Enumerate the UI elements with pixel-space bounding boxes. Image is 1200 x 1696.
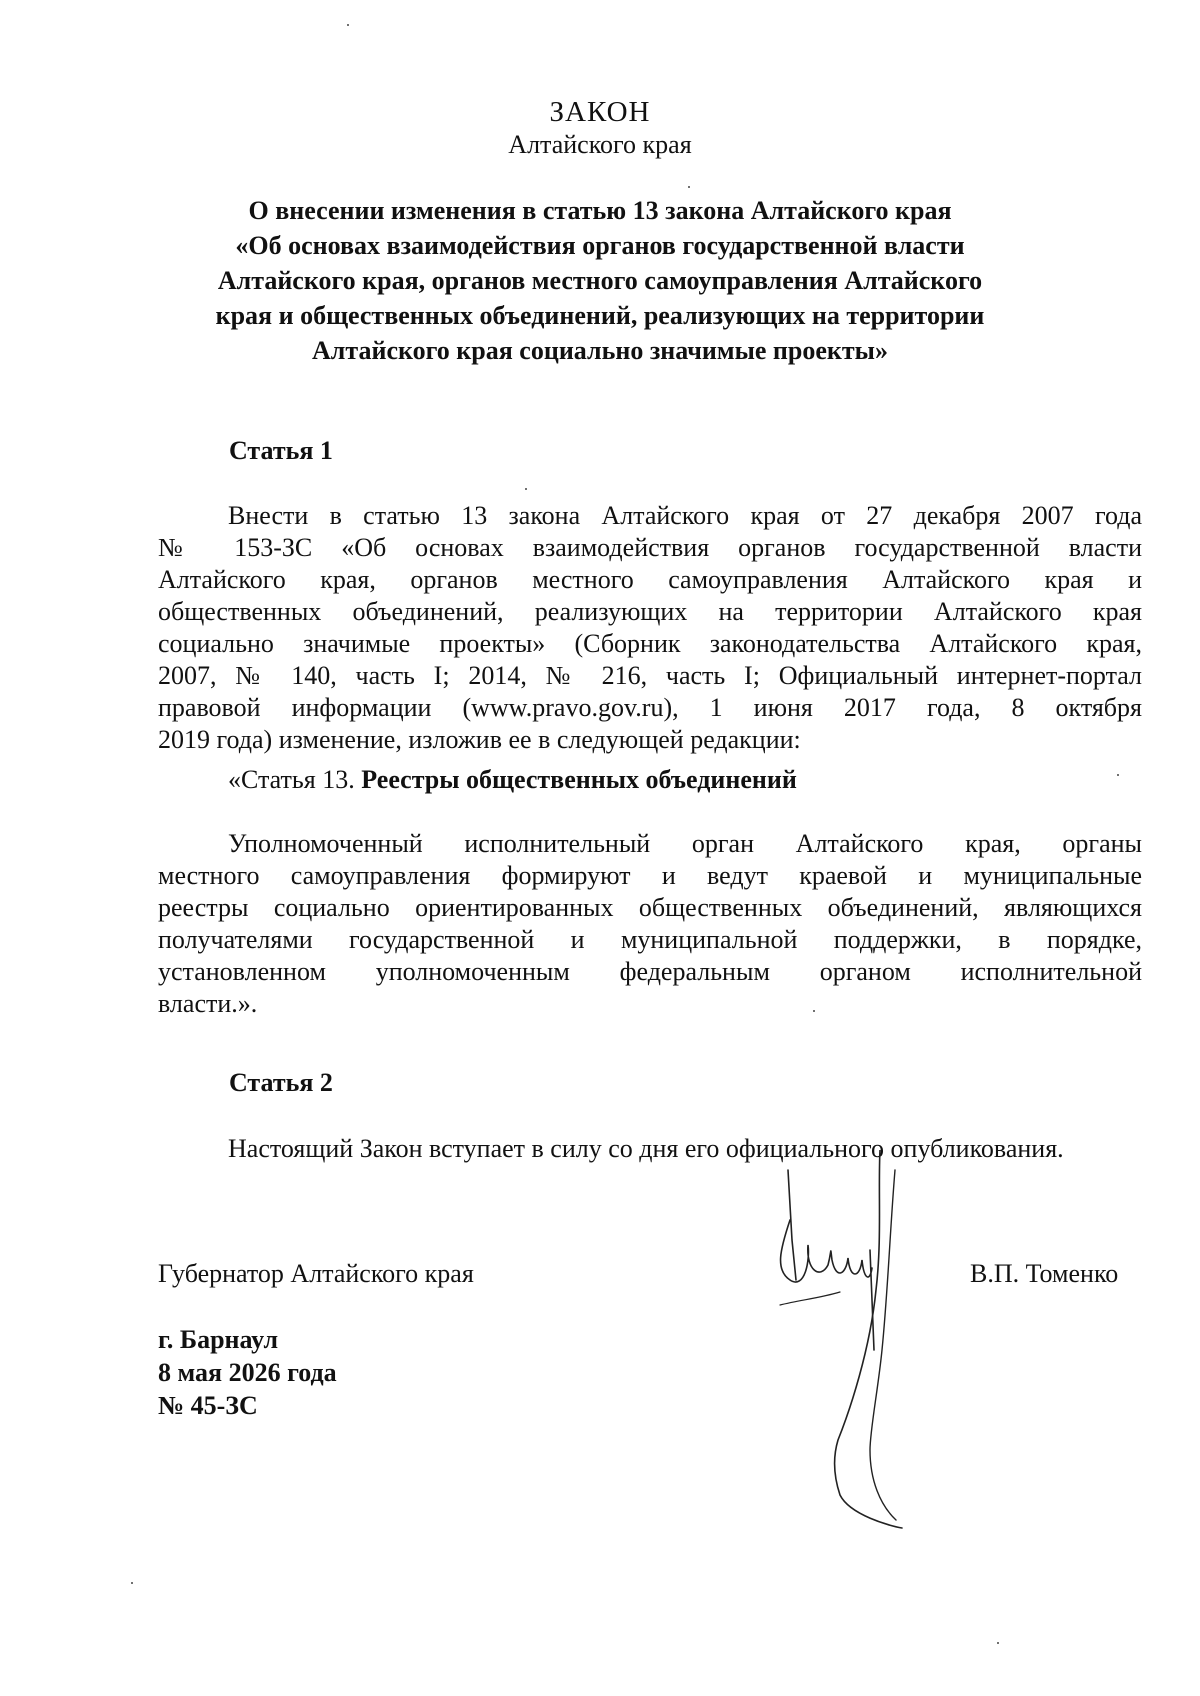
- meta-city: г. Барнаул: [158, 1325, 279, 1354]
- document-meta: [158, 1323, 337, 1422]
- signatory-name: В.П. Томенко: [970, 1259, 1119, 1288]
- scan-speck: [347, 24, 349, 26]
- document-region: Алтайского края: [508, 130, 692, 159]
- title-line: края и общественных объединений, реализующих на территории: [215, 301, 985, 330]
- paragraph-line: Внести в статью 13 закона Алтайского края от 27 декабря 2007 года: [228, 501, 1142, 530]
- paragraph-line: № 153-ЗС «Об основах взаимодействия органов государственной власти: [158, 533, 1142, 562]
- amended-article-line: [158, 764, 1142, 796]
- signatory-title: Губернатор Алтайского края: [158, 1259, 474, 1288]
- paragraph-line: социально значимые проекты» (Сборник законодательства Алтайского края,: [158, 629, 1142, 658]
- paragraph-line: правовой информации (www.pravo.gov.ru), 1 июня 2017 года, 8 октября: [158, 693, 1142, 722]
- scan-speck: [997, 1642, 999, 1644]
- amended-article-prefix: «Статья 13.: [228, 765, 362, 794]
- scan-speck: [525, 488, 527, 490]
- article-2-heading: Статья 2: [229, 1068, 333, 1097]
- meta-date: 8 мая 2026 года: [158, 1358, 337, 1387]
- scan-speck: [688, 186, 690, 188]
- body-line: власти.».: [158, 989, 258, 1018]
- scan-speck: [813, 1010, 815, 1012]
- article-1-heading: Статья 1: [229, 436, 333, 465]
- handwritten-signature: [720, 1150, 920, 1530]
- amended-article-name: Реестры общественных объединений: [361, 765, 797, 794]
- paragraph-line: Настоящий Закон вступает в силу со дня его официального опубликования.: [228, 1134, 1064, 1163]
- article-1-paragraph: [158, 500, 1142, 756]
- body-line: реестры социально ориентированных общественных объединений, являющихся: [158, 893, 1142, 922]
- title-line: Алтайского края социально значимые проекты»: [312, 336, 888, 365]
- meta-number: № 45-ЗС: [158, 1391, 258, 1420]
- amended-article-title: [158, 764, 1142, 796]
- paragraph-line: 2007, № 140, часть I; 2014, № 216, часть I; Официальный интернет-портал: [158, 661, 1142, 690]
- body-line: местного самоуправления формируют и ведут краевой и муниципальные: [158, 861, 1142, 890]
- paragraph-line: 2019 года) изменение, изложив ее в следующей редакции:: [158, 725, 801, 754]
- body-line: получателями государственной и муниципальной поддержки, в порядке,: [158, 925, 1142, 954]
- scan-speck: [1117, 774, 1119, 776]
- article-2-paragraph: [158, 1133, 1142, 1165]
- amended-article-body: [158, 828, 1142, 1020]
- scan-speck: [131, 1582, 133, 1584]
- paragraph-line: общественных объединений, реализующих на территории Алтайского края: [158, 597, 1142, 626]
- body-line: Уполномоченный исполнительный орган Алтайского края, органы: [228, 829, 1142, 858]
- body-line: установленном уполномоченным федеральным органом исполнительной: [158, 957, 1142, 986]
- paragraph-line: Алтайского края, органов местного самоуправления Алтайского края и: [158, 565, 1142, 594]
- document-type: ЗАКОН: [549, 96, 651, 128]
- title-line: «Об основах взаимодействия органов государственной власти: [235, 231, 965, 260]
- document-title: [0, 193, 1200, 368]
- title-line: Алтайского края, органов местного самоуправления Алтайского: [217, 266, 983, 295]
- title-line: О внесении изменения в статью 13 закона Алтайского края: [248, 196, 952, 225]
